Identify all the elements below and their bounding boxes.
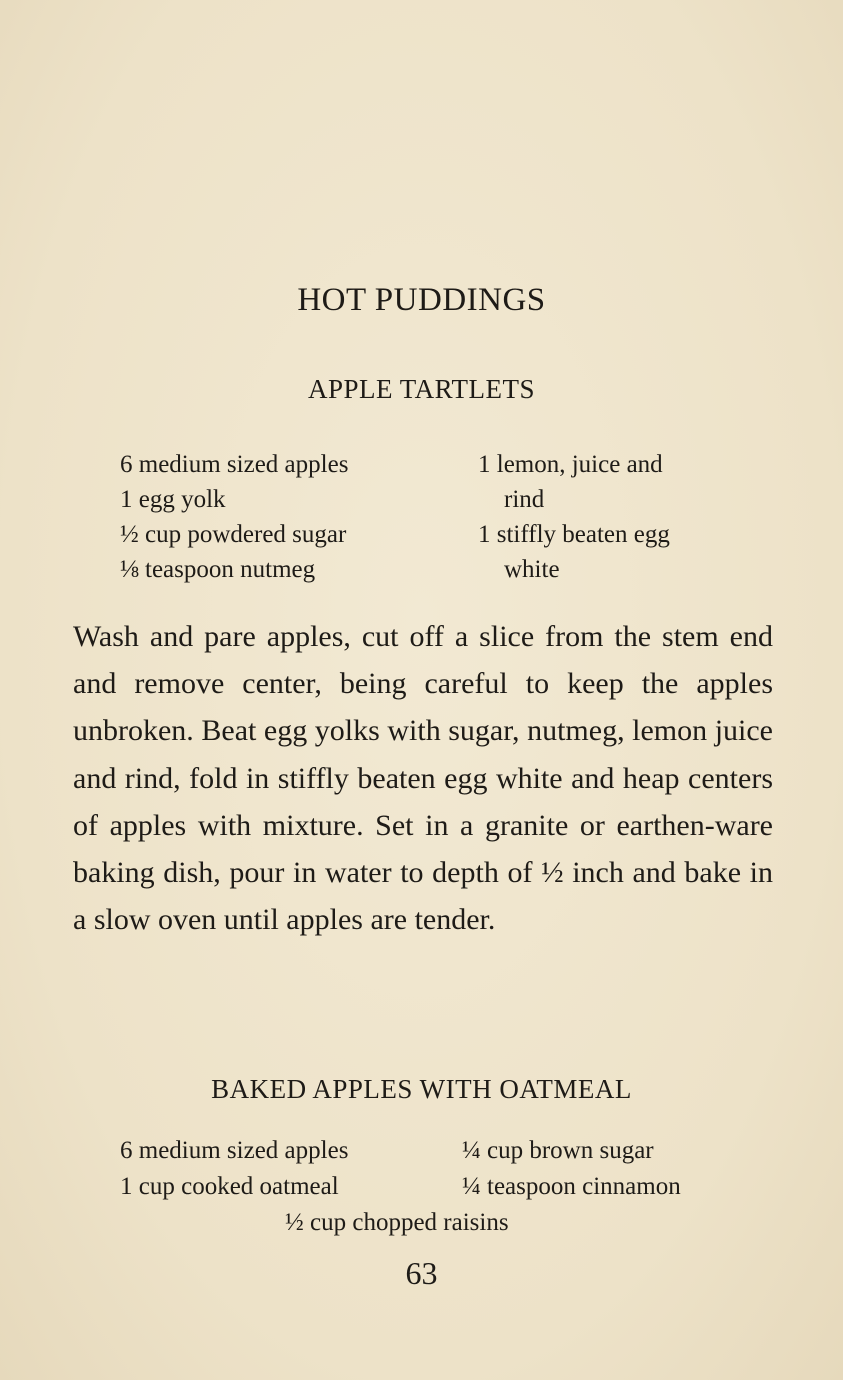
ingredient-line: 6 medium sized apples: [120, 1137, 349, 1164]
ingredient-line: white: [504, 556, 560, 583]
ingredient-line: 6 medium sized apples: [120, 451, 349, 478]
ingredient-line: 1 stiffly beaten egg: [478, 521, 670, 548]
section-title: HOT PUDDINGS: [297, 282, 546, 318]
ingredients-right-column: [478, 447, 670, 587]
ingredient-line: 1 egg yolk: [120, 486, 226, 513]
ingredient-line: ½ cup chopped raisins: [285, 1209, 509, 1236]
ingredient-line: ⅛ teaspoon nutmeg: [120, 556, 316, 583]
recipe-title-baked-apples-with-oatmeal: BAKED APPLES WITH OATMEAL: [211, 1074, 632, 1104]
recipe-title-apple-tartlets: APPLE TARTLETS: [308, 374, 535, 404]
page-number: 63: [405, 1255, 438, 1291]
ingredient-line: ½ cup powdered sugar: [120, 521, 347, 548]
ingredient-line: ¼ cup brown sugar: [462, 1137, 654, 1164]
ingredient-line: 1 lemon, juice and: [478, 451, 663, 478]
recipe-directions: Wash and pare apples, cut off a slice from the stem end and remove center, being careful to keep the apples unbroken. Beat egg yolks with sugar, nutmeg, lemon juice and rind, fold in stiffly beaten egg white and heap centers of apples with mixture. Set in a granite or earthen-ware baking dish, pour in water to depth of ½ inch and bake in a slow oven until apples are tender.: [73, 620, 773, 937]
ingredient-line: ¼ teaspoon cinnamon: [462, 1173, 681, 1200]
ingredient-line: rind: [504, 486, 545, 513]
ingredient-line: 1 cup cooked oatmeal: [120, 1173, 339, 1200]
ingredients-left-column: [120, 447, 348, 587]
